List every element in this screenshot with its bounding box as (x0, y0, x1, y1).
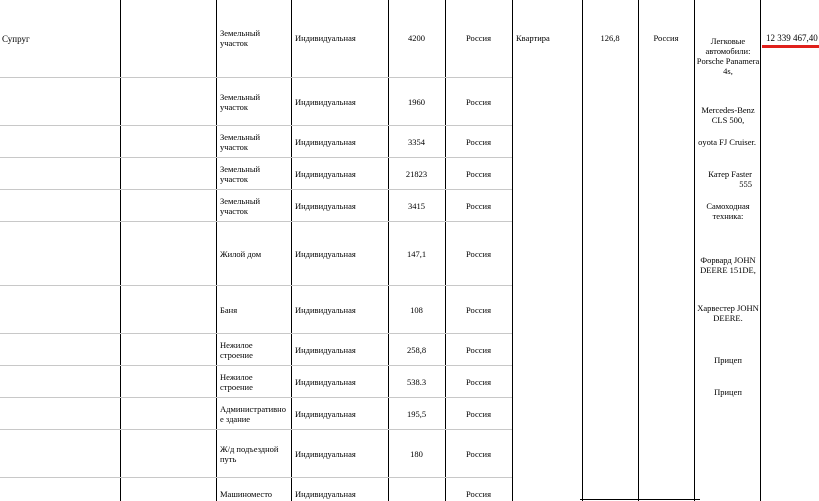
ownership-type: Индивидуальная (295, 345, 356, 355)
ownership-type: Индивидуальная (295, 377, 356, 387)
property-type: Земельный участок (220, 132, 261, 152)
col-border (694, 0, 695, 501)
row-border (0, 477, 512, 478)
property-area: 3415 (408, 201, 425, 211)
row-border (0, 221, 512, 222)
ownership-type: Индивидуальная (295, 305, 356, 315)
declared-income: 12 339 467,40 (766, 33, 818, 43)
col-border (512, 0, 513, 501)
vehicle-item: Легковые автомобили: Porsche Panamera 4s, (696, 36, 760, 76)
vehicle-item: Харвестер JOHN DEERE. (697, 303, 759, 323)
col-border (120, 0, 121, 501)
ownership-type: Индивидуальная (295, 169, 356, 179)
income-highlight-underline (762, 45, 819, 48)
property-type: Земельный участок (220, 28, 261, 48)
ownership-type: Индивидуальная (295, 249, 356, 259)
use-property-country: Россия (653, 33, 679, 43)
property-country: Россия (466, 449, 491, 459)
property-type: Нежилое строение (220, 372, 253, 392)
property-area: 258,8 (406, 345, 427, 355)
use-property-type: Квартира (516, 33, 550, 43)
property-country: Россия (466, 169, 491, 179)
vehicle-item: Самоходная техника: (706, 201, 750, 221)
property-country: Россия (466, 201, 491, 211)
property-country: Россия (466, 97, 491, 107)
property-country: Россия (466, 249, 491, 259)
property-type: Земельный участок (220, 92, 261, 112)
row-border (0, 397, 512, 398)
ownership-type: Индивидуальная (295, 97, 356, 107)
row-border (0, 189, 512, 190)
row-border (0, 285, 512, 286)
vehicle-item: Прицеп (714, 355, 742, 365)
property-area: 195,5 (406, 409, 427, 419)
property-type: Земельный участок (220, 164, 261, 184)
property-area: 4200 (408, 33, 425, 43)
ownership-type: Индивидуальная (295, 449, 356, 459)
col-border (216, 0, 217, 501)
col-border (760, 0, 761, 501)
property-area: 180 (410, 449, 423, 459)
vehicle-item: Катер Faster 555 (708, 169, 752, 189)
property-country: Россия (466, 409, 491, 419)
property-area: 21823 (405, 169, 428, 179)
ownership-type: Индивидуальная (295, 409, 356, 419)
property-country: Россия (466, 137, 491, 147)
row-border (0, 77, 512, 78)
property-country: Россия (466, 345, 491, 355)
property-area: 1960 (408, 97, 425, 107)
property-type: Машиноместо (220, 489, 273, 499)
property-country: Россия (466, 305, 491, 315)
property-area: 3354 (408, 137, 425, 147)
property-area: 108 (410, 305, 423, 315)
property-type: Земельный участок (220, 196, 261, 216)
ownership-type: Индивидуальная (295, 489, 356, 499)
row-border (0, 365, 512, 366)
vehicle-item: oyota FJ Cruiser. (698, 137, 756, 147)
ownership-type: Индивидуальная (295, 33, 356, 43)
ownership-type: Индивидуальная (295, 137, 356, 147)
property-type: Баня (220, 305, 238, 315)
property-type: Жилой дом (220, 249, 262, 259)
vehicle-item: Mercedes-Benz CLS 500, (701, 105, 755, 125)
row-border (0, 157, 512, 158)
row-border (0, 333, 512, 334)
col-border (582, 0, 583, 501)
table-bottom-border (580, 499, 700, 500)
property-area: 538.3 (406, 377, 427, 387)
property-country: Россия (466, 489, 491, 499)
ownership-type: Индивидуальная (295, 201, 356, 211)
relation-cell: Супруг (2, 34, 30, 44)
vehicle-item: Прицеп (714, 387, 742, 397)
col-border (638, 0, 639, 501)
row-border (0, 125, 512, 126)
property-country: Россия (466, 377, 491, 387)
property-type: Ж/д подъездной путь (220, 444, 279, 464)
property-type: Административное здание (220, 404, 286, 424)
property-area: 147,1 (406, 249, 427, 259)
vehicle-item: Форвард JOHN DEERE 151DE, (700, 255, 756, 275)
property-country: Россия (466, 33, 491, 43)
use-property-area: 126,8 (600, 33, 620, 43)
col-border (291, 0, 292, 501)
row-border (0, 429, 512, 430)
property-type: Нежилое строение (220, 340, 253, 360)
